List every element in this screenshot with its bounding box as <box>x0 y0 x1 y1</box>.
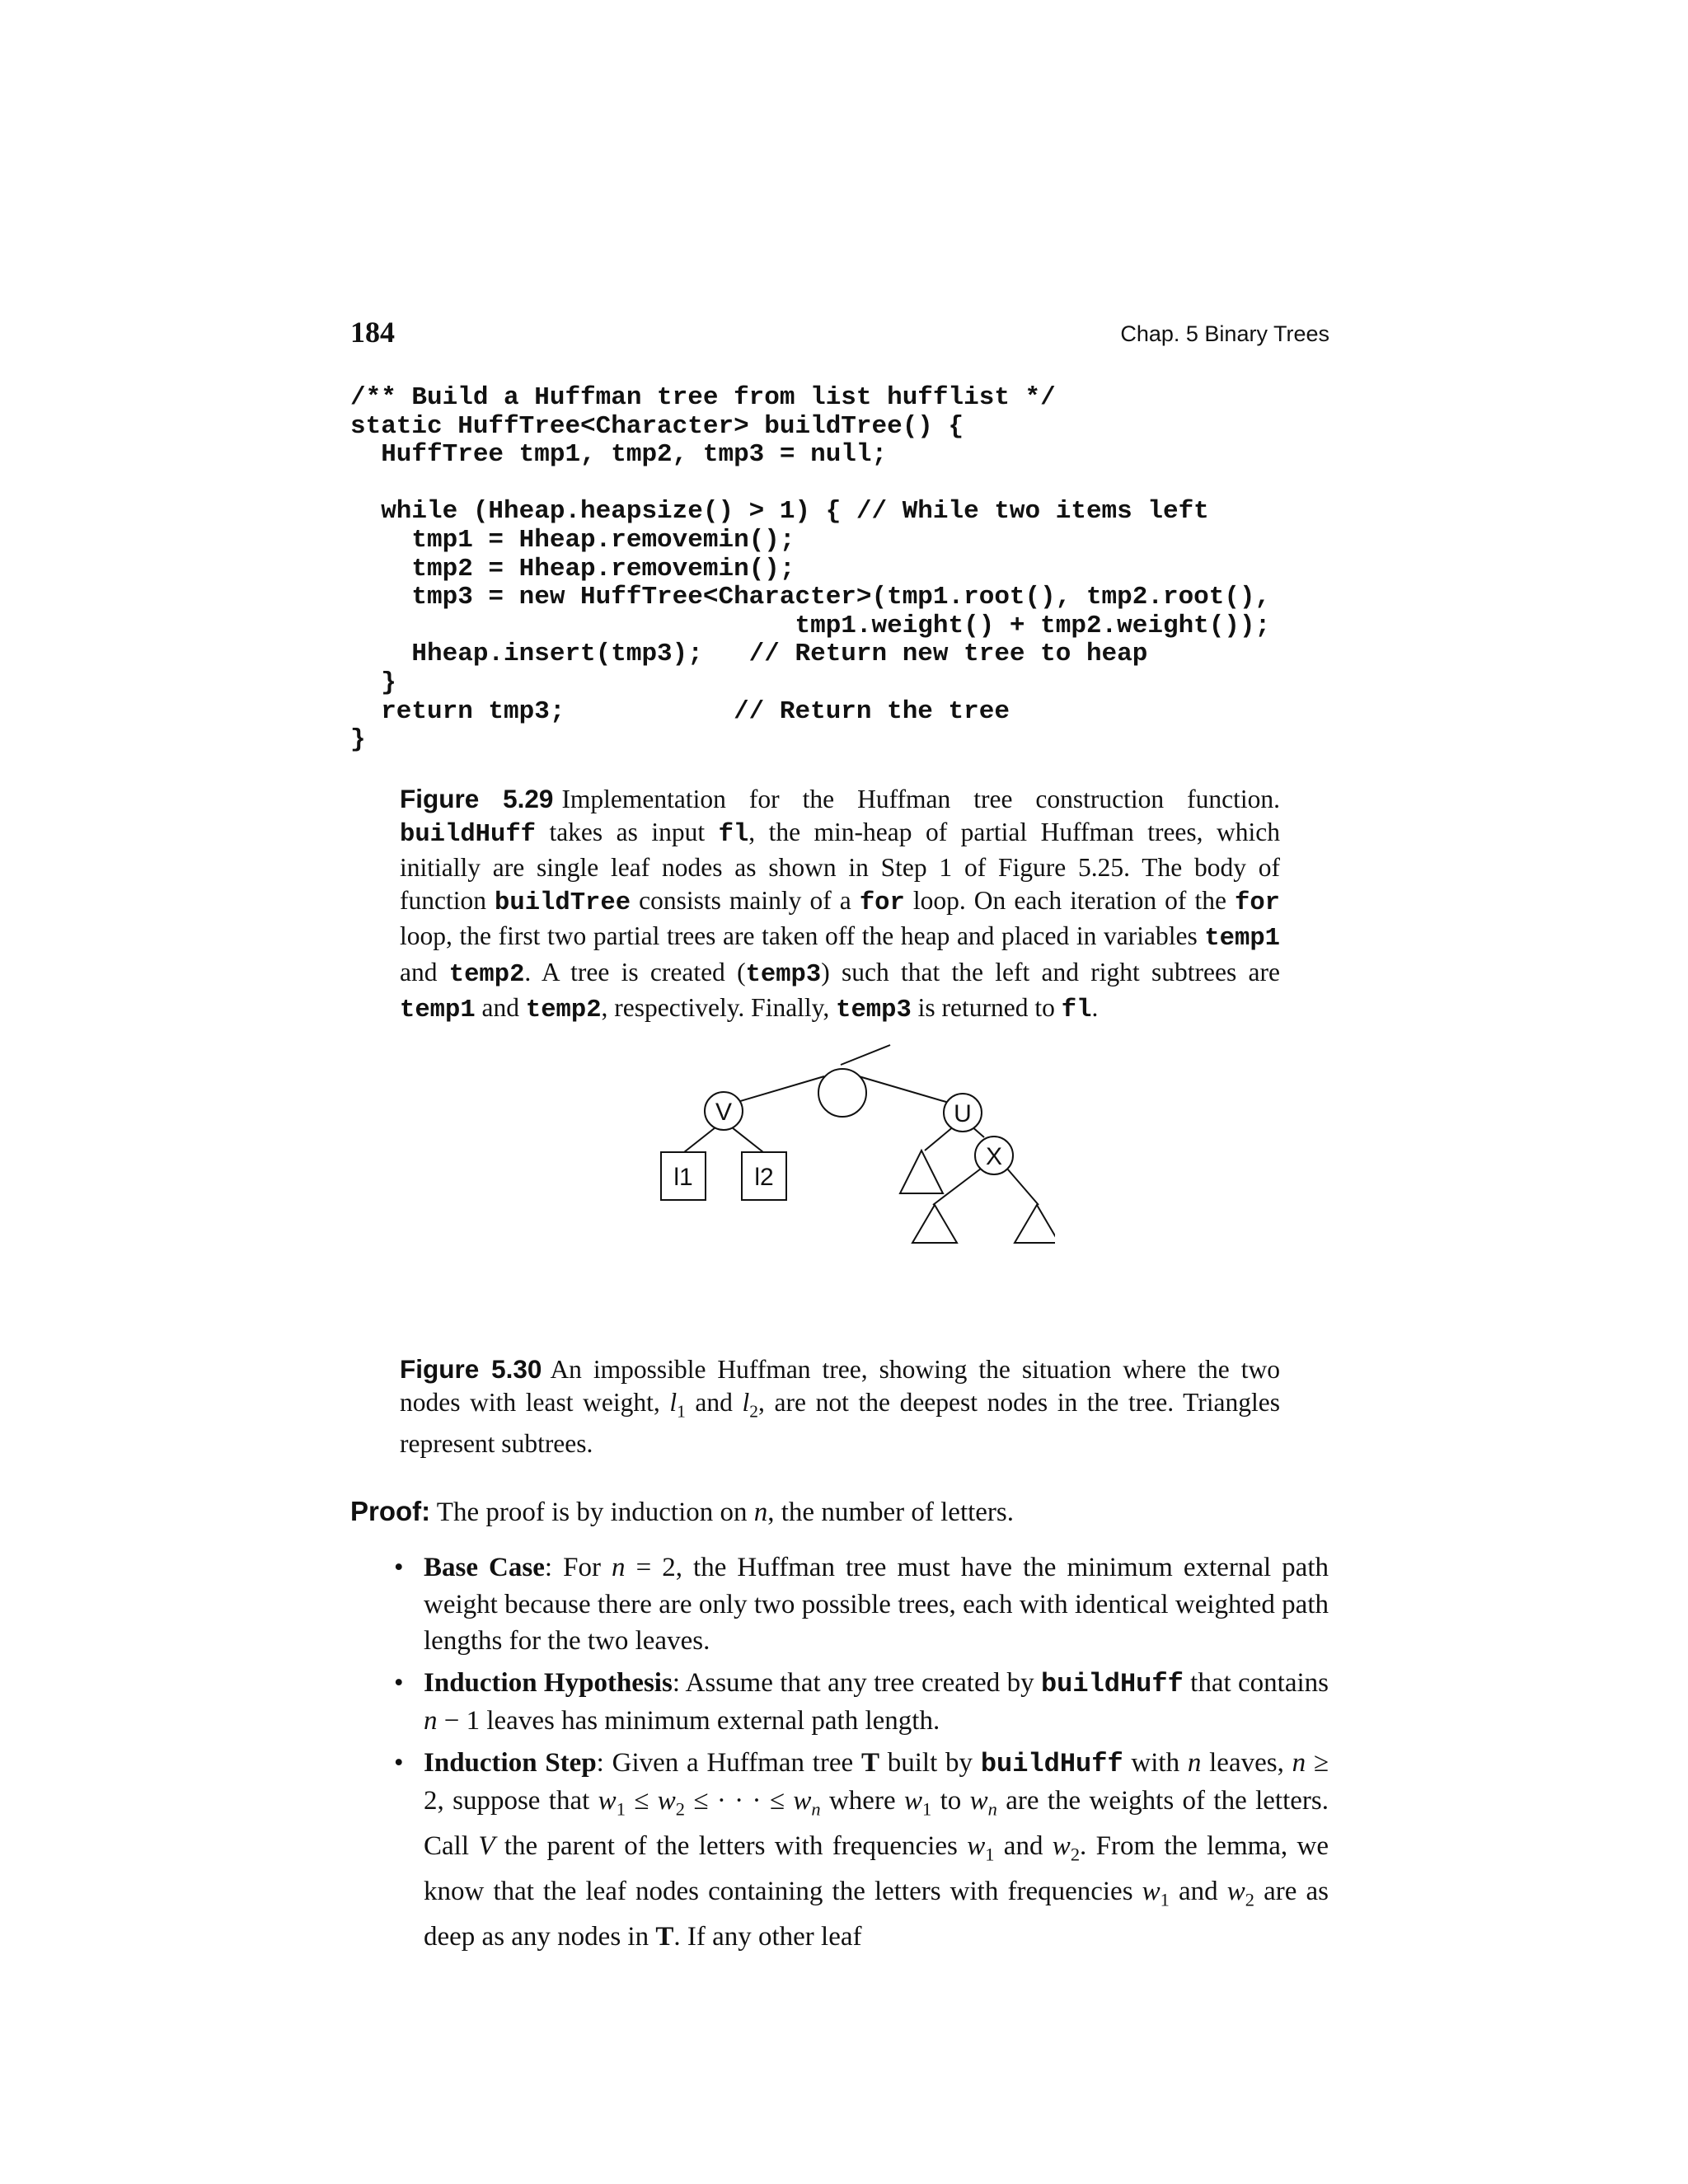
math-var: n <box>753 1497 768 1527</box>
caption-text: , respectively. Finally, <box>601 993 837 1022</box>
caption-text: takes as input <box>535 817 719 846</box>
math-var: V <box>478 1831 495 1862</box>
code-term: buildHuff <box>400 820 536 849</box>
running-head: Chap. 5 Binary Trees <box>1120 321 1329 346</box>
body-text: to <box>931 1786 970 1816</box>
body-text: the parent of the letters with frequencies <box>495 1831 968 1862</box>
figure-5-29-caption <box>400 783 1280 1028</box>
subtree-triangle-x-left <box>912 1205 957 1243</box>
math-var: l <box>669 1387 678 1417</box>
math-var: w <box>969 1786 988 1816</box>
math-sub: 2 <box>675 1798 685 1820</box>
math-sub: 1 <box>985 1844 995 1865</box>
code-term: temp1 <box>400 996 476 1024</box>
caption-text: . A tree is created ( <box>524 957 746 987</box>
node-x-label: X <box>985 1143 1003 1170</box>
edge-u-subtree <box>925 1126 954 1151</box>
body-text: : For <box>544 1553 612 1582</box>
code-term: fl <box>1061 996 1092 1024</box>
body-text: are the weights of the letters. Call <box>424 1786 1329 1862</box>
code-line: tmp3 = new HuffTree<Character>(tmp1.root(), tmp2.root(), <box>350 583 1271 612</box>
code-line: tmp1 = Hheap.removemin(); <box>350 525 795 555</box>
body-text: leaves, <box>1201 1747 1292 1778</box>
edge-root-u <box>859 1076 954 1104</box>
code-line: HuffTree tmp1, tmp2, tmp3 = null; <box>350 440 888 470</box>
body-text: : Assume that any tree created by <box>672 1667 1041 1698</box>
math-var: w <box>967 1831 986 1862</box>
code-line: tmp1.weight() + tmp2.weight()); <box>350 611 1271 640</box>
caption-text: . <box>1091 993 1099 1022</box>
math-var: l <box>742 1387 750 1417</box>
code-term: temp2 <box>448 960 525 989</box>
code-term: buildHuff <box>1040 1668 1184 1699</box>
body-text: that contains <box>1183 1667 1329 1698</box>
body-text: : Given a Huffman tree <box>596 1747 861 1778</box>
math-sub: 1 <box>921 1798 932 1820</box>
proof-item-hypothesis <box>394 1665 1329 1740</box>
body-text: built by <box>879 1747 981 1778</box>
code-term: fl <box>718 820 749 849</box>
math-var: w <box>1052 1831 1071 1862</box>
math-sub: n <box>987 1798 997 1820</box>
proof-label: Proof: <box>350 1496 431 1526</box>
code-term: for <box>1235 888 1280 917</box>
math-var: n <box>424 1706 438 1736</box>
code-term: temp3 <box>745 960 822 989</box>
code-line: /** Build a Huffman tree from list hufflist */ <box>350 383 1056 412</box>
math-sub: 1 <box>1160 1889 1170 1910</box>
math-var: w <box>657 1786 676 1816</box>
body-text: − 1 leaves has minimum external path length. <box>437 1706 940 1736</box>
body-text: and <box>1169 1877 1227 1907</box>
math-sub: 2 <box>749 1400 758 1421</box>
proof-item-induction-step <box>394 1745 1329 1956</box>
bullet-icon: • <box>394 1747 404 1778</box>
edge-v-l2 <box>732 1127 763 1152</box>
caption-text: Implementation for the Huffman tree construction function. <box>561 785 1280 813</box>
item-heading: Induction Hypothesis <box>424 1667 673 1698</box>
node-v-label: V <box>715 1099 733 1126</box>
math-var: n <box>1187 1747 1202 1778</box>
body-text: The proof is by induction on <box>430 1497 754 1527</box>
body-text: . If any other leaf <box>673 1922 862 1952</box>
math-var: w <box>598 1786 617 1816</box>
body-text: . From the lemma, we know that the leaf nodes containing the letters with frequencies <box>424 1831 1329 1907</box>
body-text: with <box>1123 1747 1188 1778</box>
item-heading: Induction Step <box>424 1747 597 1778</box>
body-text: , the number of letters. <box>767 1497 1015 1527</box>
math-sub: n <box>811 1798 821 1820</box>
code-line: } <box>350 725 366 755</box>
caption-text: , the min-heap of partial Huffman trees, which initially are single leaf nodes as shown in Step 1 of Figure 5.25. The body of function <box>400 817 1280 915</box>
code-line: return tmp3; // Return the tree <box>350 696 1010 726</box>
code-line: tmp2 = Hheap.removemin(); <box>350 554 795 583</box>
bullet-icon: • <box>394 1667 404 1698</box>
math-sub: 1 <box>616 1798 626 1820</box>
root-node <box>818 1069 866 1117</box>
tree-symbol: T <box>655 1922 674 1952</box>
math-var: w <box>1142 1877 1160 1907</box>
code-line: static HuffTree<Character> buildTree() { <box>350 411 964 441</box>
body-text: ≤ · · · ≤ <box>684 1786 794 1816</box>
code-line: } <box>350 668 396 697</box>
node-u-label: U <box>954 1100 972 1127</box>
math-var: w <box>1226 1877 1245 1907</box>
math-var: w <box>793 1786 812 1816</box>
math-var: n <box>612 1553 626 1582</box>
math-sub: 2 <box>1245 1889 1254 1910</box>
figure-label: Figure 5.30 <box>400 1354 542 1384</box>
proof-item-base-case <box>394 1549 1329 1660</box>
code-listing <box>350 384 1270 755</box>
math-sub: 2 <box>1070 1844 1081 1865</box>
caption-text: and <box>475 993 526 1022</box>
edge-v-l1 <box>684 1127 715 1152</box>
caption-text: consists mainly of a <box>631 885 860 915</box>
caption-text: ) such that the left and right subtrees are <box>821 957 1280 987</box>
code-term: temp2 <box>525 996 602 1024</box>
math-var: w <box>903 1786 922 1816</box>
subtree-triangle-u <box>900 1151 943 1193</box>
body-text: where <box>820 1786 904 1816</box>
edge-root-parent <box>841 1045 890 1065</box>
page-number: 184 <box>350 316 395 349</box>
subtree-triangle-x-right <box>1015 1205 1055 1243</box>
figure-label: Figure 5.29 <box>400 784 554 813</box>
caption-text: , are not the deepest nodes in the tree. Triangles represent subtrees. <box>400 1387 1280 1459</box>
code-term: buildTree <box>495 888 631 917</box>
bullet-icon: • <box>394 1553 404 1582</box>
code-line: while (Hheap.heapsize() > 1) { // While two items left <box>350 497 1209 527</box>
caption-text: and <box>400 957 449 987</box>
leaf-l1-label: l1 <box>673 1164 693 1191</box>
body-text: = 2, the Huffman tree must have the minimum external path weight because there are only two possible trees, each with identical weighted path lengths for the two leaves. <box>424 1553 1329 1656</box>
math-var: n <box>1292 1747 1306 1778</box>
proof-list <box>394 1549 1329 1961</box>
code-term: buildHuff <box>980 1748 1123 1779</box>
caption-text: loop. On each iteration of the <box>904 885 1235 915</box>
leaf-l2-label: l2 <box>754 1164 774 1191</box>
code-term: temp1 <box>1204 925 1280 953</box>
code-line: Hheap.insert(tmp3); // Return new tree to heap <box>350 640 1148 669</box>
code-term: for <box>859 888 905 917</box>
item-heading: Base Case <box>424 1553 545 1582</box>
body-text: ≤ <box>625 1786 658 1816</box>
caption-text: is returned to <box>911 993 1062 1022</box>
math-sub: 1 <box>677 1400 686 1421</box>
body-text: and <box>994 1831 1053 1862</box>
body-text: are as deep as any nodes in <box>424 1877 1329 1952</box>
caption-text: loop, the first two partial trees are taken off the heap and placed in variables <box>400 921 1205 950</box>
code-term: temp3 <box>836 996 912 1024</box>
edge-x-right <box>1007 1169 1039 1205</box>
caption-text: An impossible Huffman tree, showing the situation where the two nodes with least weight, <box>400 1355 1280 1417</box>
proof-intro <box>350 1493 1329 1530</box>
tree-symbol: T <box>860 1747 879 1778</box>
caption-text: and <box>685 1387 743 1417</box>
body-text: ≥ 2, suppose that <box>424 1747 1329 1816</box>
huffman-tree-diagram <box>626 1040 1055 1337</box>
figure-5-30-caption <box>400 1353 1280 1460</box>
